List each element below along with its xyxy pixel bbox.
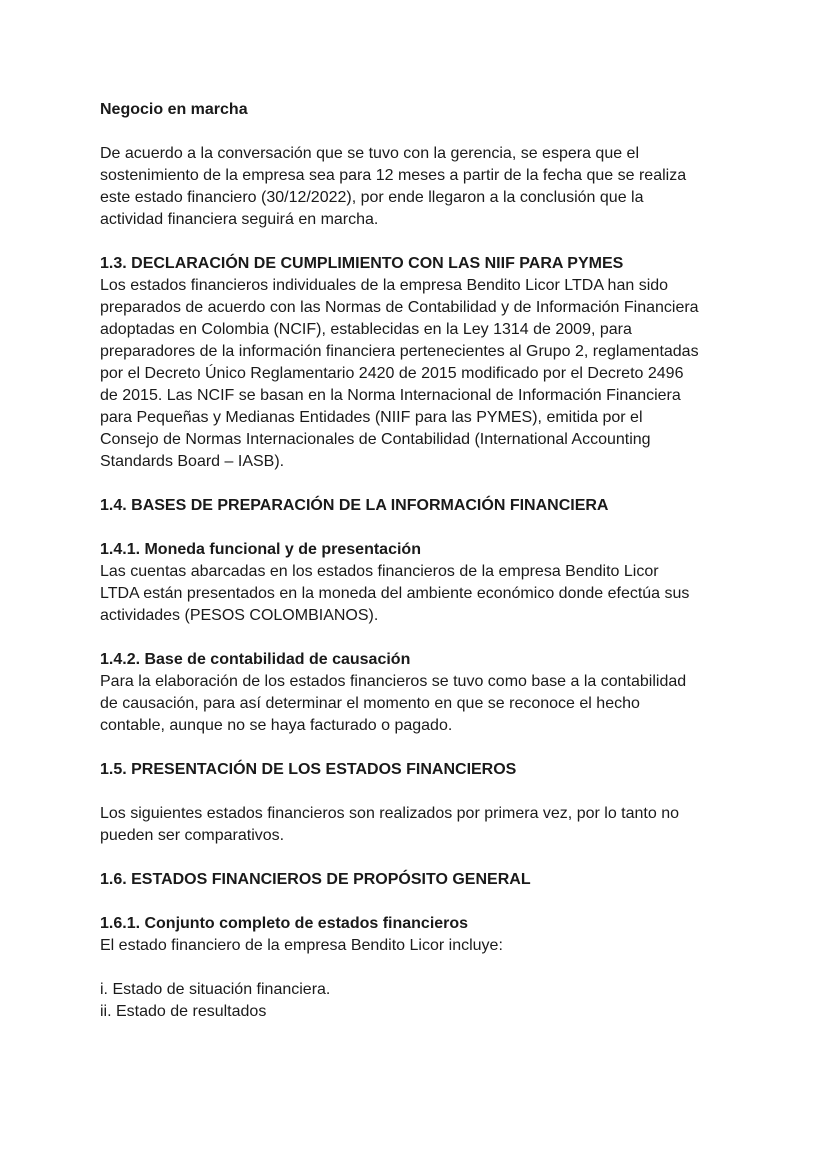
section-1-4-1-paragraph: [100, 561, 740, 627]
section-1-3: [100, 253, 740, 473]
section-1-4-1-heading: 1.4.1. Moneda funcional y de presentación: [100, 541, 421, 558]
paragraph-line: sostenimiento de la empresa sea para 12 meses a partir de la fecha que se realiza: [100, 167, 687, 184]
list-item: i. Estado de situación financiera.: [100, 981, 331, 998]
paragraph-line: De acuerdo a la conversación que se tuvo con la gerencia, se espera que el: [100, 145, 640, 162]
paragraph-line: actividades (PESOS COLOMBIANOS).: [100, 607, 379, 624]
paragraph-line: adoptadas en Colombia (NCIF), establecidas en la Ley 1314 de 2009, para: [100, 321, 632, 338]
paragraph-line: Standards Board – IASB).: [100, 453, 285, 470]
section-1-4-1: [100, 539, 740, 627]
section-1-5-paragraph: [100, 803, 740, 847]
paragraph-line: Las cuentas abarcadas en los estados financieros de la empresa Bendito Licor: [100, 563, 659, 580]
paragraph-line: actividad financiera seguirá en marcha.: [100, 211, 379, 228]
section-1-4-heading: 1.4. BASES DE PREPARACIÓN DE LA INFORMACIÓN FINANCIERA: [100, 497, 609, 514]
paragraph-line: Consejo de Normas Internacionales de Contabilidad (International Accounting: [100, 431, 651, 448]
section-1-6-1-intro: El estado financiero de la empresa Bendito Licor incluye:: [100, 937, 503, 954]
paragraph-line: para Pequeñas y Medianas Entidades (NIIF para las PYMES), emitida por el: [100, 409, 643, 426]
paragraph-line: este estado financiero (30/12/2022), por ende llegaron a la conclusión que la: [100, 189, 644, 206]
document-page: [100, 99, 740, 1023]
section-1-3-heading: 1.3. DECLARACIÓN DE CUMPLIMIENTO CON LAS NIIF PARA PYMES: [100, 255, 624, 272]
paragraph-line: por el Decreto Único Reglamentario 2420 de 2015 modificado por el Decreto 2496: [100, 365, 684, 382]
section-1-4-2: [100, 649, 740, 737]
section-1-6-heading: 1.6. ESTADOS FINANCIEROS DE PROPÓSITO GENERAL: [100, 871, 531, 888]
paragraph-line: de 2015. Las NCIF se basan en la Norma Internacional de Información Financiera: [100, 387, 681, 404]
section-1-5-heading: 1.5. PRESENTACIÓN DE LOS ESTADOS FINANCIEROS: [100, 761, 517, 778]
going-concern-paragraph: [100, 143, 740, 231]
section-1-5: [100, 759, 740, 847]
section-1-4-2-heading: 1.4.2. Base de contabilidad de causación: [100, 651, 411, 668]
section-1-3-paragraph: [100, 275, 740, 473]
going-concern-heading: Negocio en marcha: [100, 101, 248, 118]
section-1-6-1-heading: 1.6.1. Conjunto completo de estados financieros: [100, 915, 469, 932]
paragraph-line: Los siguientes estados financieros son realizados por primera vez, por lo tanto no: [100, 805, 679, 822]
section-1-6-1: [100, 913, 740, 1023]
paragraph-line: LTDA están presentados en la moneda del ambiente económico donde efectúa sus: [100, 585, 690, 602]
section-1-4-2-paragraph: [100, 671, 740, 737]
paragraph-line: Los estados financieros individuales de la empresa Bendito Licor LTDA han sido: [100, 277, 669, 294]
section-1-4: [100, 495, 740, 517]
paragraph-line: Para la elaboración de los estados financieros se tuvo como base a la contabilidad: [100, 673, 687, 690]
list-item: ii. Estado de resultados: [100, 1003, 267, 1020]
section-1-6: [100, 869, 740, 891]
paragraph-line: preparadores de la información financiera pertenecientes al Grupo 2, reglamentadas: [100, 343, 699, 360]
paragraph-line: contable, aunque no se haya facturado o pagado.: [100, 717, 453, 734]
paragraph-line: de causación, para así determinar el momento en que se reconoce el hecho: [100, 695, 640, 712]
paragraph-line: pueden ser comparativos.: [100, 827, 285, 844]
statements-list: [100, 979, 740, 1023]
going-concern-section: [100, 99, 740, 231]
paragraph-line: preparados de acuerdo con las Normas de Contabilidad y de Información Financiera: [100, 299, 699, 316]
